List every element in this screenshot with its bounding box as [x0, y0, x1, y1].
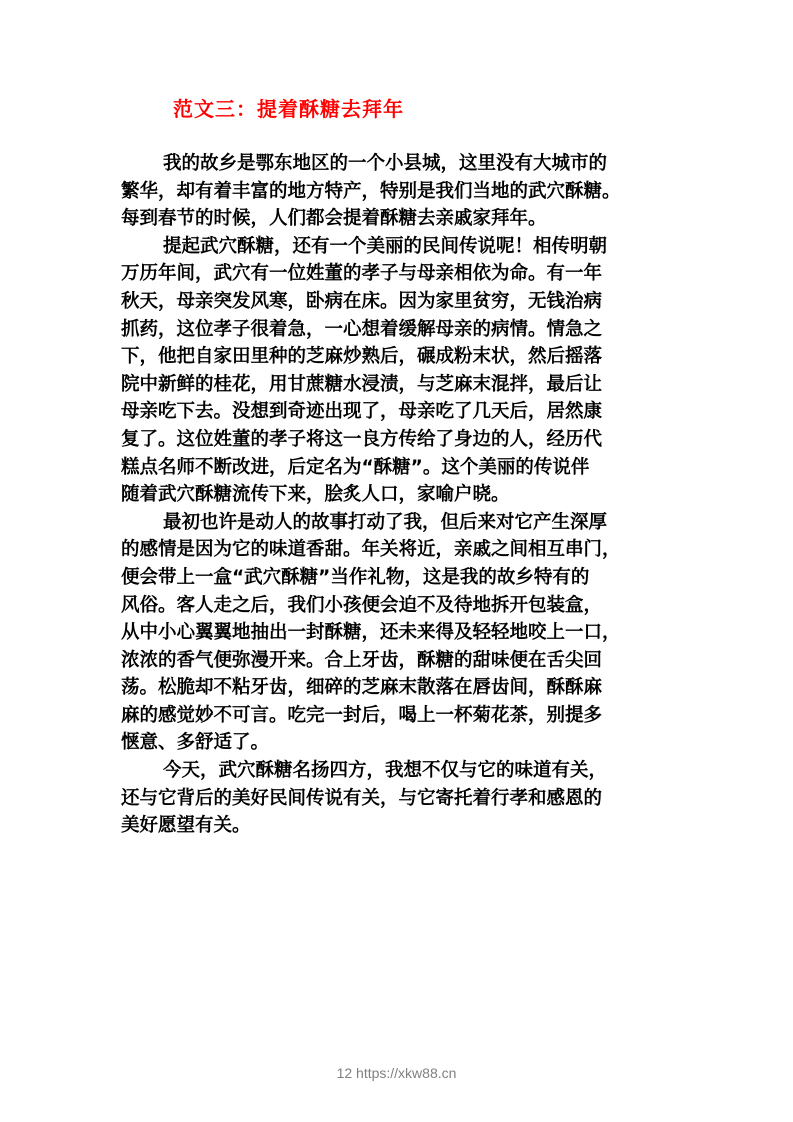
essay-body	[121, 150, 691, 840]
paragraph-4-line-3: 美好愿望有关。	[121, 815, 251, 837]
paragraph-3-line-6: 浓浓的香气便弥漫开来。合上牙齿，酥糖的甜味便在舌尖回	[121, 649, 603, 671]
paragraph-3-line-9: 惬意、多舒适了。	[121, 732, 270, 754]
paragraph-3-line-5: 从中小心翼翼地抽出一封酥糖，还未来得及轻轻地咬上一口，	[121, 622, 621, 644]
paragraph-3-line-3: 便会带上一盒“武穴酥糖”当作礼物，这是我的故乡特有的	[121, 566, 590, 588]
paragraph-1-line-2: 繁华，却有着丰富的地方特产，特别是我们当地的武穴酥糖。	[121, 180, 621, 202]
paragraph-2-line-10: 随着武穴酥糖流传下来，脍炙人口，家喻户晓。	[121, 484, 510, 506]
paragraph-2-line-6: 院中新鲜的桂花，用甘蔗糖水浸渍，与芝麻末混拌，最后让	[121, 373, 603, 395]
paragraph-3-line-4: 风俗。客人走之后，我们小孩便会迫不及待地拆开包装盒，	[121, 594, 603, 616]
page-footer: 12 https://xkw88.cn	[336, 1065, 457, 1081]
paragraph-2-line-5: 下，他把自家田里种的芝麻炒熟后，碾成粉末状，然后摇落	[121, 346, 603, 368]
paragraph-2-line-9: 糕点名师不断改进，后定名为“酥糖”。这个美丽的传说伴	[121, 456, 590, 478]
paragraph-3-line-2: 的感情是因为它的味道香甜。年关将近，亲戚之间相互串门，	[121, 539, 621, 561]
paragraph-2-line-1: 提起武穴酥糖，还有一个美丽的民间传说呢！相传明朝	[163, 235, 608, 257]
paragraph-4-line-1: 今天，武穴酥糖名扬四方，我想不仅与它的味道有关，	[163, 760, 608, 782]
paragraph-2-line-3: 秋天，母亲突发风寒，卧病在床。因为家里贫穷，无钱治病	[121, 290, 603, 312]
paragraph-1-line-3: 每到春节的时候，人们都会提着酥糖去亲戚家拜年。	[121, 208, 547, 230]
paragraph-2-line-2: 万历年间，武穴有一位姓董的孝子与母亲相依为命。有一年	[121, 263, 603, 285]
paragraph-3-line-7: 荡。松脆却不粘牙齿，细碎的芝麻末散落在唇齿间，酥酥麻	[121, 677, 603, 699]
paragraph-3-line-8: 麻的感觉妙不可言。吃完一封后，喝上一杯菊花茶，别提多	[121, 704, 603, 726]
paragraph-1-line-1: 我的故乡是鄂东地区的一个小县城，这里没有大城市的	[163, 153, 608, 174]
paragraph-2-line-8: 复了。这位姓董的孝子将这一良方传给了身边的人，经历代	[121, 428, 603, 450]
paragraph-4-line-2: 还与它背后的美好民间传说有关，与它寄托着行孝和感恩的	[121, 787, 603, 809]
paragraph-2-line-7: 母亲吃下去。没想到奇迹出现了，母亲吃了几天后，居然康	[121, 401, 603, 423]
essay-title: 范文三：提着酥糖去拜年	[173, 97, 404, 121]
paragraph-2-line-4: 抓药，这位孝子很着急，一心想着缓解母亲的病情。情急之	[121, 318, 603, 340]
paragraph-3-line-1: 最初也许是动人的故事打动了我，但后来对它产生深厚	[163, 511, 608, 533]
